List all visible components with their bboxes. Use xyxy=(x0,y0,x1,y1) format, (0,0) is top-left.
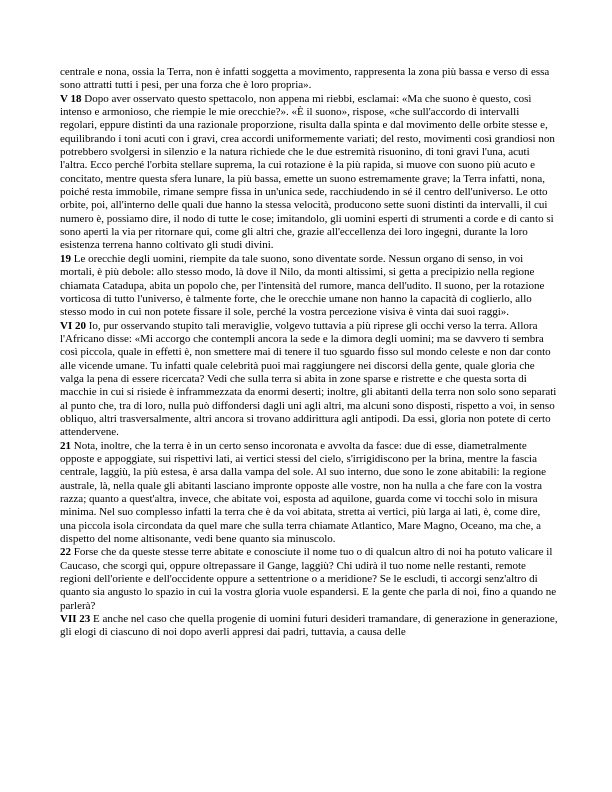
paragraph-continuation xyxy=(60,66,558,93)
paragraph-text: centrale e nona, ossia la Terra, non è infatti soggetta a movimento, rappresenta la zona più bassa e verso di essa sono attratti tutti i pesi, per una forza che è loro propria». xyxy=(60,66,550,92)
section-marker: VI 20 xyxy=(60,319,86,332)
paragraph-v-18 xyxy=(60,93,558,253)
paragraph-22 xyxy=(60,546,558,613)
paragraph-text: Io, pur osservando stupito tali meraviglie, volgevo tuttavia a più riprese gli occhi verso la terra. Allora l'Africano disse: «Mi accorgo che contempli ancora la sede e la dimora degli uomini; ma se davvero ti sembra così piccola, quale in effetti è, non smettere mai di tenere il tuo sguardo fisso sul mondo celeste e non dar conto alle vicende umane. Tu infatti quale celebrità puoi mai raggiungere nei discorsi della gente, quale gloria che valga la pena di essere ricercata? Vedi che sulla terra si abita in zone sparse e ristrette e che questa sorta di macchie in cui si risiede è inframmezzata da enormi deserti; inoltre, gli abitanti della terra non solo sono separati al punto che, tra di loro, nulla può diffondersi dagli uni agli altri, ma alcuni sono disposti, rispetto a voi, in senso obliquo, altri trasversalmente, altri ancora si trovano addirittura agli antipodi. Da essi, gloria non potete di certo attendervene. xyxy=(60,319,557,439)
document-page xyxy=(60,66,558,640)
paragraph-vii-23 xyxy=(60,613,558,640)
paragraph-text: Nota, inoltre, che la terra è in un certo senso incoronata e avvolta da fasce: due di esse, diametralmente opposte e appoggiate, sui rispettivi lati, ai vertici stessi del cielo, s'irrigidiscono per la brina, mentre la fascia centrale, laggiù, la più estesa, è arsa dalla vampa del sole. Al suo interno, due sono le zone abitabili: la regione australe, là, nella quale gli abitanti lasciano impronte opposte alle vostre, non ha nulla a che fare con la vostra razza; quanto a quest'altra, invece, che abitate voi, esposta ad aquilone, guarda come vi tocchi solo in misura minima. Nel suo complesso infatti la terra che è da voi abitata, stretta ai vertici, più larga ai lati, è, come dire, una piccola isola circondata da quel mare che sulla terra chiamate Atlantico, Mare Magno, Oceano, ma che, a dispetto del nome altisonante, vedi bene quanto sia minuscolo. xyxy=(60,439,546,546)
paragraph-text: Forse che da queste stesse terre abitate e conosciute il nome tuo o di qualcun altro di noi ha potuto valicare il Caucaso, che scorgi qui, oppure oltrepassare il Gange, laggiù? Chi udirà il tuo nome nelle restanti, remote regioni dell'oriente e dell'occidente oppure a settentrione o a meridione? Se le escludi, ti accorgi senz'altro di quanto sia angusto lo spazio in cui la vostra gloria vuole espandersi. E la gente che parla di noi, fino a quando ne parlerà? xyxy=(60,546,557,612)
section-marker: VII 23 xyxy=(60,613,91,626)
section-marker: 19 xyxy=(60,252,71,265)
paragraph-21 xyxy=(60,440,558,547)
paragraph-text: Dopo aver osservato questo spettacolo, non appena mi riebbi, esclamai: «Ma che suono è questo, così intenso e armonioso, che riempie le mie orecchie?». «È il suono», rispose, «che sull'accordo di intervalli regolari, eppure distinti da una razionale proporzione, risulta dalla spinta e dal movimento delle orbite stesse e, equilibrando i toni acuti con i gravi, crea accordi uniformemente variati; del resto, movimenti così grandiosi non potrebbero svolgersi in silenzio e la natura richiede che le due estremità risuonino, di toni gravi l'una, acuti l'altra. Ecco perché l'orbita stellare suprema, la cui rotazione è la più rapida, si muove con suono più acuto e concitato, mentre questa sfera lunare, la più bassa, emette un suono estremamente grave; la Terra infatti, nona, poiché resta immobile, rimane sempre fissa in un'unica sede, racchiudendo in sé il centro dell'universo. Le otto orbite, poi, all'interno delle quali due hanno la stessa velocità, producono sette suoni distinti da intervalli, il cui numero è, possiamo dire, il nodo di tutte le cose; imitandolo, gli uomini esperti di strumenti a corde e di canto si sono aperti la via per ritornare qui, come gli altri che, grazie all'eccellenza dei loro ingegni, durante la loro esistenza terrena hanno coltivato gli studi divini. xyxy=(60,92,555,252)
section-marker: 22 xyxy=(60,546,71,559)
paragraph-19 xyxy=(60,253,558,320)
paragraph-vi-20 xyxy=(60,320,558,440)
section-marker: 21 xyxy=(60,439,71,452)
section-marker: V 18 xyxy=(60,92,82,105)
paragraph-text: Le orecchie degli uomini, riempite da tale suono, sono diventate sorde. Nessun organo di senso, in voi mortali, è più debole: allo stesso modo, là dove il Nilo, da monti altissimi, si getta a precipizio nella regione chiamata Catadupa, abita un popolo che, per l'intensità del rumore, manca dell'udito. Il suono, per la rotazione vorticosa di tutto l'universo, è talmente forte, che le orecchie umane non hanno la capacità di coglierlo, allo stesso modo in cui non potete fissare il sole, perché la vostra percezione visiva è vinta dai suoi raggi». xyxy=(60,252,545,319)
paragraph-text: E anche nel caso che quella progenie di uomini futuri desideri tramandare, di generazione in generazione, gli elogi di ciascuno di noi dopo averli appresi dai padri, tuttavia, a causa delle xyxy=(60,613,558,639)
